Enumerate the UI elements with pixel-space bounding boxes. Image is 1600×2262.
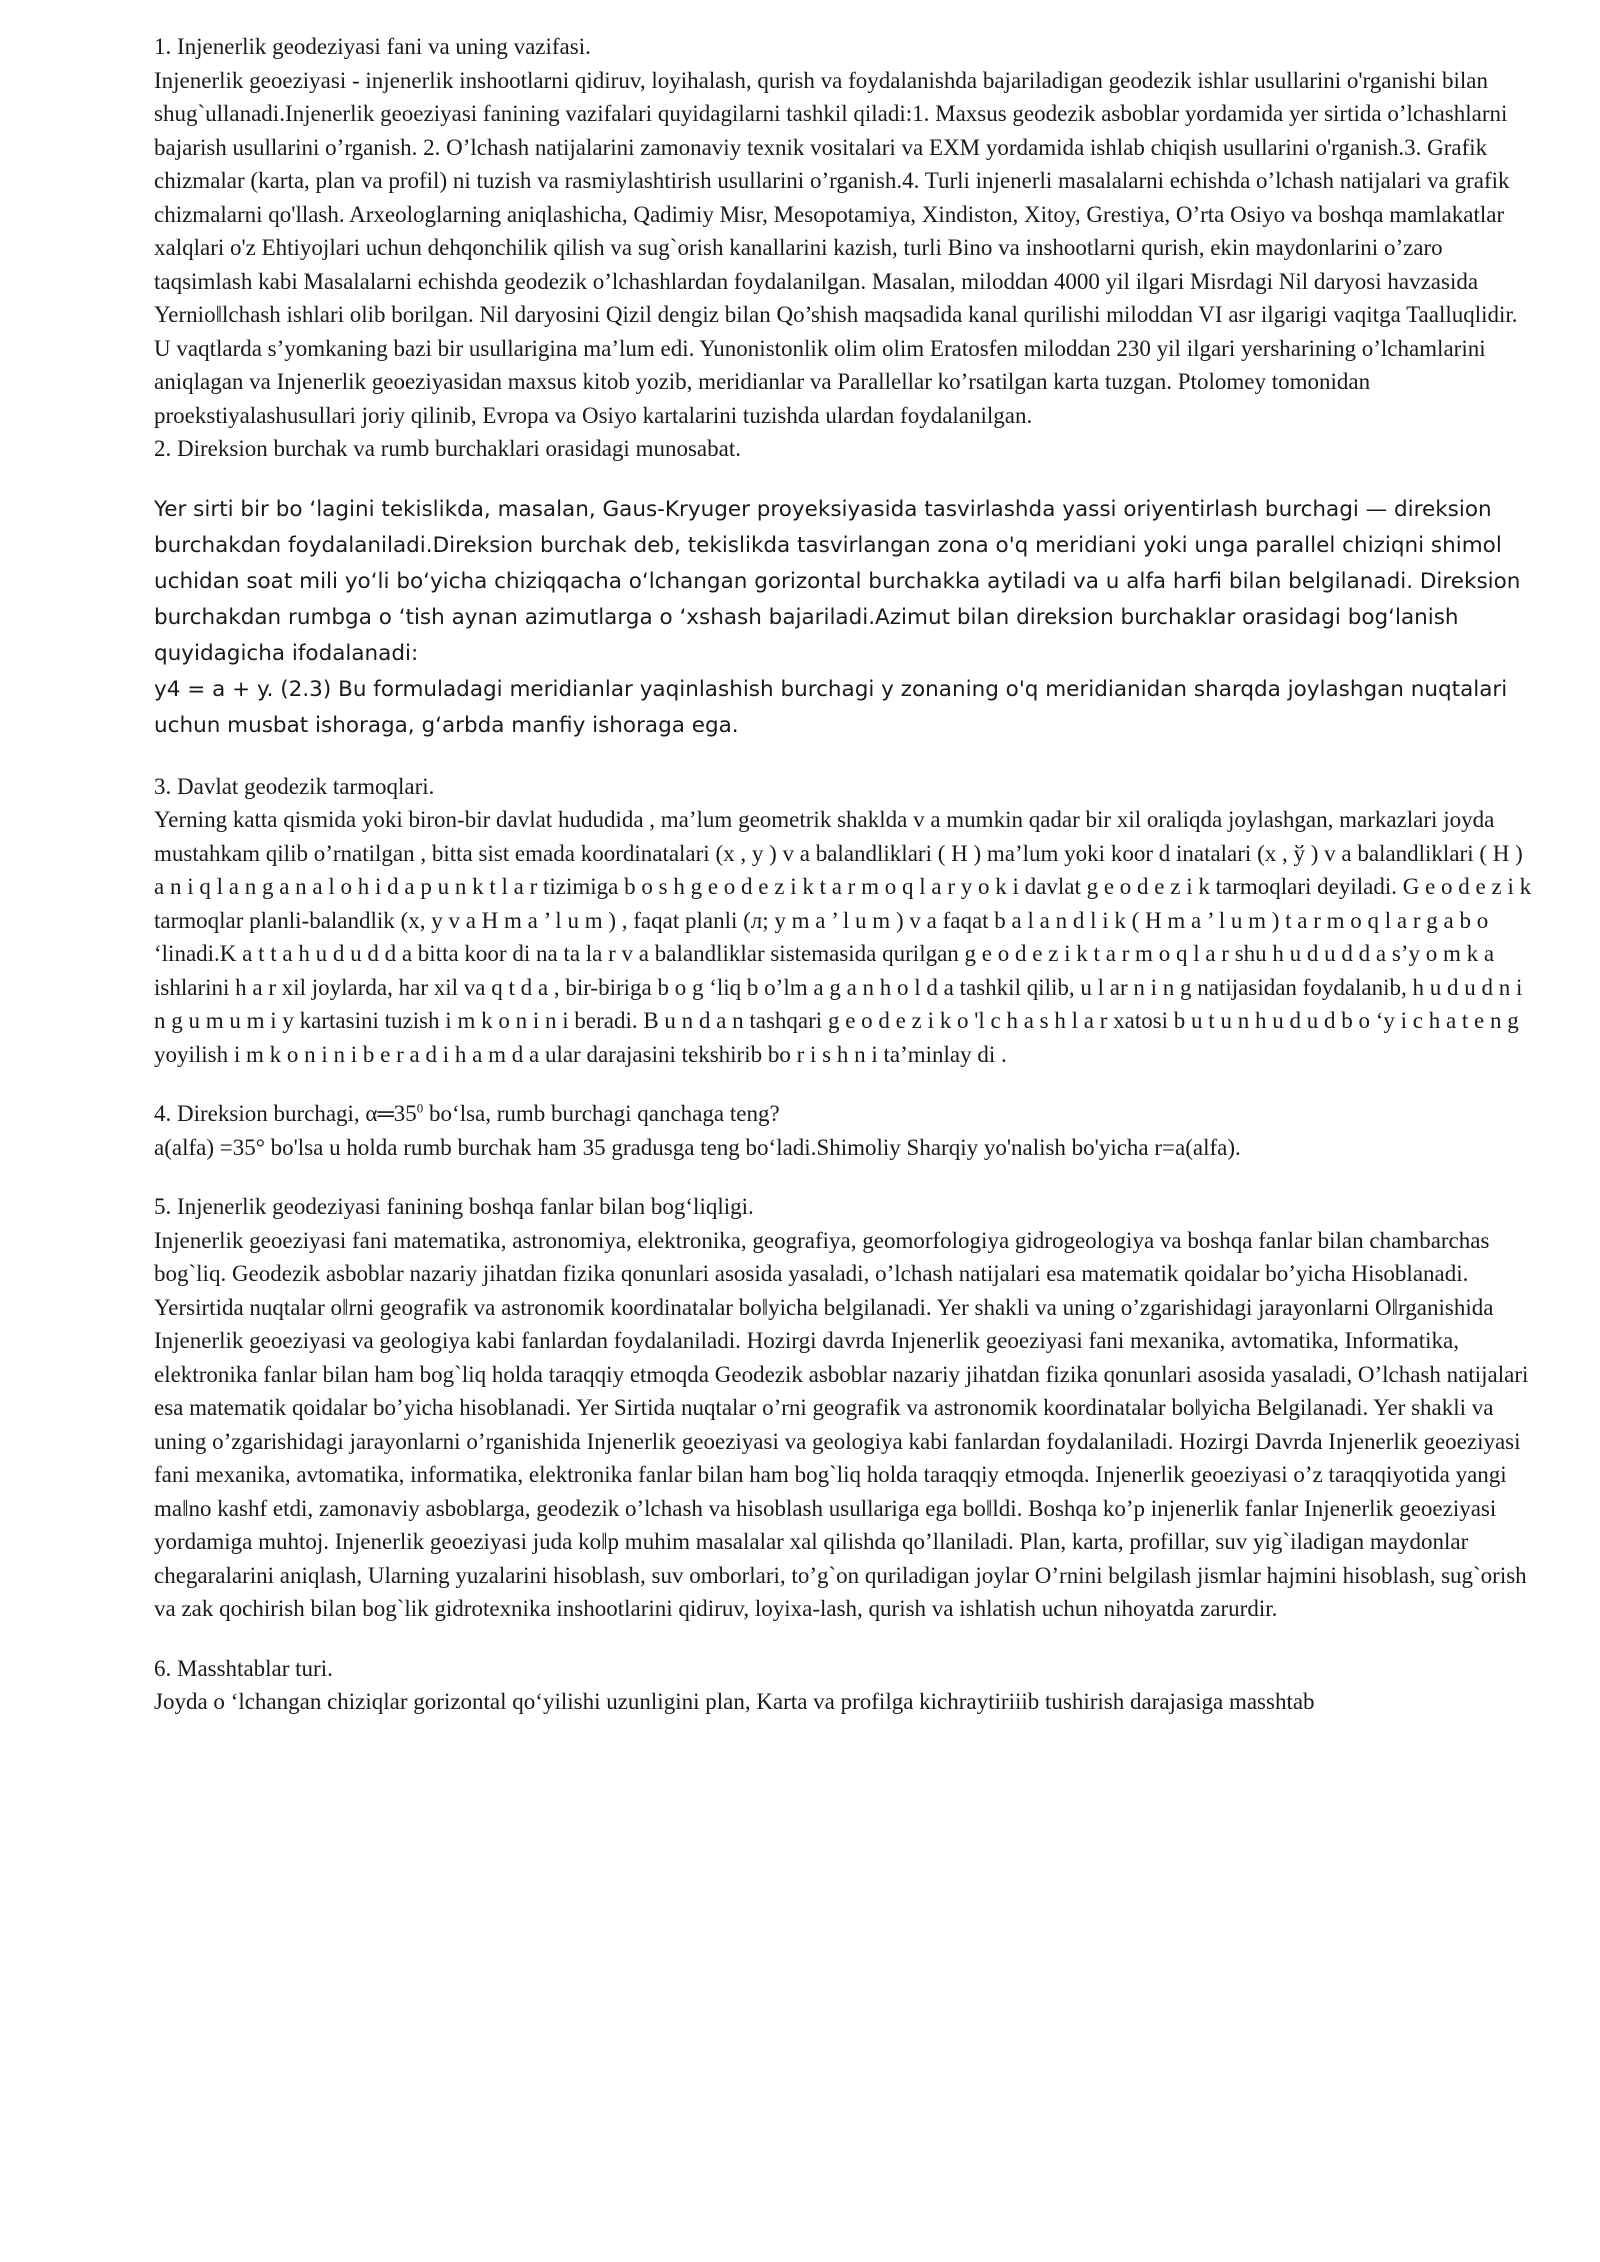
section-5-body: Injenerlik geoeziyasi fani matematika, astronomiya, elektronika, geografiya, geomorfologiya gidrogeologiya va boshqa fanlar bilan chambarchas bog`liq. Geodezik asboblar nazariy jihatdan fizika qonunlari asosida yasaladi, o’lchash natijalari esa matematik qoidalar bo’yicha Hisoblanadi. Yersirtida nuqtalar o‖rni geografik va astronomik koordinatalar bo‖yicha belgilanadi. Yer shakli va uning o’zgarishidagi jarayonlarni O‖rganishida Injenerlik geoeziyasi va geologiya kabi fanlardan foydalaniladi. Hozirgi davrda Injenerlik geoeziyasi fani mexanika, avtomatika, Informatika, elektronika fanlar bilan ham bog`liq holda taraqqiy etmoqda Geodezik asboblar nazariy jihatdan fizika qonunlari asosida yasaladi, O’lchash natijalari esa matematik qoidalar bo’yicha hisoblanadi. Yer Sirtida nuqtalar o’rni geografik va astronomik koordinatalar bo‖yicha Belgilanadi. Yer shakli va uning o’zgarishidagi jarayonlarni o’rganishida Injenerlik geoeziyasi va geologiya kabi fanlardan foydalaniladi. Hozirgi Davrda Injenerlik geoeziyasi fani mexanika, avtomatika, informatika, elektronika fanlar bilan ham bog`liq holda taraqqiy etmoqda. Injenerlik geoeziyasi o’z taraqqiyotida yangi ma‖no kashf etdi, zamonaviy asboblarga, geodezik o’lchash va hisoblash usullariga ega bo‖ldi. Boshqa ko’p injenerlik fanlar Injenerlik geoeziyasi yordamiga muhtoj. Injenerlik geoeziyasi juda ko‖p muhim masalalar xal qilishda qo’llaniladi. Plan, karta, profillar, suv yig`iladigan maydonlar chegaralarini aniqlash, Ularning yuzalarini hisoblash, suv omborlari, to’g`on quriladigan joylar O’rnini belgilash jismlar hajmini hisoblash, sug`orish va zak qochirish bilan bog`lik gidrotexnika inshootlarini qidiruv, loyixa-lash, qurish va ishlatish uchun nihoyatda zarurdir.: [154, 1227, 1529, 1621]
section-4-heading-text: 4. Direksion burchagi, α═35: [154, 1101, 417, 1126]
section-3-body: Yerning katta qismida yoki biron-bir davlat hududida , ma’lum geometrik shaklda v a mumkin qadar bir xil oraliqda joylashgan, markazlari joyda mustahkam qilib o’rnatilgan , bitta sist emada koordinatalari (x , y ) v a balandliklari ( H ) ma’lum yoki koor d inatalari (x , ў ) v a balandliklari ( H ) a n i q l a n g a n a l o h i d a p u n k t l a r tizimiga b o s h g e o d e z i k t a r m o q l a r y o k i davlat g e o d e z i k tarmoqlari deyiladi. G e o d e z i k tarmoqlar planli-balandlik (x, y v a H m a ’ l u m ) , faqat planli (л; y m a ’ l u m ) v a faqat b a l a n d l i k ( H m a ’ l u m ) t a r m o q l a r g a b o ‘linadi.K a t t a h u d u d d a bitta koor di na ta la r v a balandliklar sistemasida qurilgan g e o d e z i k t a r m o q l a r shu h u d u d d a s’y o m k a ishlarini h a r xil joylarda, har xil va q t d a , bir-biriga b o g ‘liq b o’lm a g a n h o l d a tashkil qilib, u l ar n i n g natijasidan foydalanib, h u d u d n i n g u m u m i y kartasini tuzish i m k o n i n i beradi. B u n d a n tashqari g e o d e z i k o 'l c h a s h l a r xatosi b u t u n h u d u d b o ‘y i c h a t e n g yoyilish i m k o n i n i b e r a d i h a m d a ular darajasini tekshirib bo r i s h n i ta’minlay di .: [154, 807, 1532, 1067]
section-6-heading: 6. Masshtablar turi.: [154, 1655, 333, 1681]
section-1-body: Injenerlik geoeziyasi - injenerlik inshootlarni qidiruv, loyihalash, qurish va foydalanishda bajariladigan geodezik ishlar usullarini o'rganishi bilan shug`ullanadi.Injenerlik geoeziyasi fanining vazifalari quyidagilarni tashkil qiladi:1. Maxsus geodezik asboblar yordamida yer sirtida o’lchashlarni bajarish usullarini o’rganish. 2. O’lchash natijalarini zamonaviy texnik vositalari va EXM yordamida ishlab chiqish usullarini o'rganish.3. Grafik chizmalar (karta, plan va profil) ni tuzish va rasmiylashtirish usullarini o’rganish.4. Turli injenerli masalalarni echishda o’lchash natijalari va grafik chizmalarni qo'llash. Arxeologlarning aniqlashicha, Qadimiy Misr, Mesopotamiya, Xindiston, Xitoy, Grestiya, O’rta Osiyo va boshqa mamlakatlar xalqlari o'z Ehtiyojlari uchun dehqonchilik qilish va sug`orish kanallarini kazish, turli Bino va inshootlarni qurish, ekin maydonlarini o’zaro taqsimlash kabi Masalalarni echishda geodezik o’lchashlardan foydalanilgan. Masalan, miloddan 4000 yil ilgari Misrdagi Nil daryosi havzasida Yernio‖lchash ishlari olib borilgan. Nil daryosini Qizil dengiz bilan Qo’shish maqsadida kanal qurilishi miloddan VI asr ilgarigi vaqitga Taalluqlidir. U vaqtlarda s’yomkaning bazi bir usullarigina ma’lum edi. Yunonistonlik olim olim Eratosfen miloddan 230 yil ilgari yersharining o’lchamlarini aniqlagan va Injenerlik geoeziyasidan maxsus kitob yozib, meridianlar va Parallellar ko’rsatilgan karta tuzgan. Ptolomey tomonidan proekstiyalashusullari joriy qilinib, Evropa va Osiyo kartalarini tuzishda ulardan foydalanilgan.: [154, 67, 1518, 428]
section-6-body: Joyda o ‘lchangan chiziqlar gorizontal qo‘yilishi uzunligini plan, Karta va profilga kichraytiriiib tushirish darajasiga masshtab: [154, 1689, 1315, 1714]
section-2-heading: 2. Direksion burchak va rumb burchaklari orasidagi munosabat.: [154, 436, 741, 461]
section-4-heading: [154, 1097, 1534, 1131]
section-3-heading: 3. Davlat geodezik tarmoqlari.: [154, 773, 435, 799]
section-2: [154, 492, 1534, 744]
section-5: [154, 1190, 1534, 1626]
section-1-heading: 1. Injenerlik geodeziyasi fani va uning vazifasi.: [154, 34, 591, 59]
section-5-heading: 5. Injenerlik geodeziyasi fanining boshqa fanlar bilan bog‘liqligi.: [154, 1194, 754, 1219]
section-4: [154, 1097, 1534, 1164]
section-2-body-2: y4 = a + y. (2.3) Bu formuladagi meridianlar yaqinlashish burchagi y zonaning o'q meridianidan sharqda joylashgan nuqtalari uchun musbat ishoraga, g‘arbda manfiy ishoraga ega.: [154, 676, 1508, 738]
section-2-body-1: Yer sirti bir bo ‘lagini tekislikda, masalan, Gaus-Kryuger proyeksiyasida tasvirlashda yassi oriyentirlash burchagi — direksion burchakdan foydalaniladi.Direksion burchak deb, tekislikda tasvirlangan zona o'q meridiani yoki unga parallel chiziqni shimol uchidan soat mili yo‘li bo‘yicha chiziqqacha o‘lchangan gorizontal burchakka aytiladi va u alfa harfi bilan belgilanadi. Direksion burchakdan rumbga o ‘tish aynan azimutlarga o ‘xshash bajariladi.Azimut bilan direksion burchaklar orasidagi bog‘lanish quyidagicha ifodalanadi:: [154, 496, 1521, 666]
section-4-body: a(alfa) =35° bo'lsa u holda rumb burchak ham 35 gradusga teng bo‘ladi.Shimoliy Sharqiy yo'nalish bo'yicha r=a(alfa).: [154, 1134, 1241, 1160]
section-3: [154, 770, 1534, 1072]
section-1: [154, 30, 1534, 466]
document-page: [154, 30, 1534, 1719]
section-6: [154, 1652, 1534, 1719]
degree-superscript: 0: [416, 1100, 424, 1116]
section-4-heading-text-end: bo‘lsa, rumb burchagi qanchaga teng?: [423, 1101, 780, 1126]
